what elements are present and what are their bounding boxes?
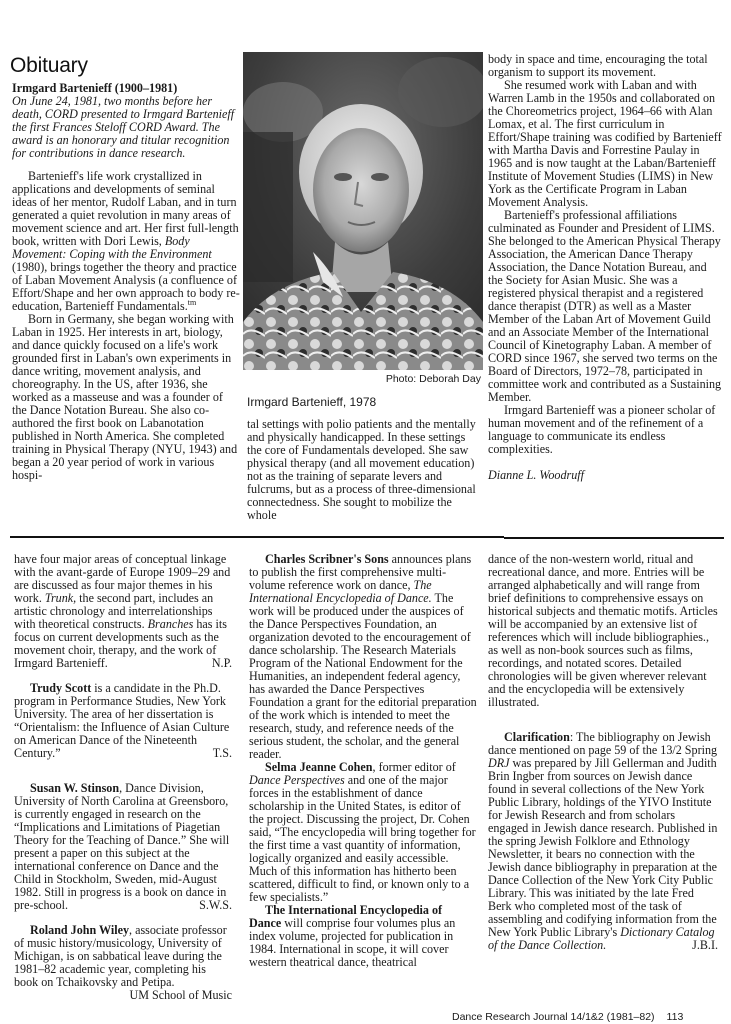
page-footer	[452, 1011, 683, 1023]
news-column-2	[249, 553, 477, 969]
obituary-paragraph: She resumed work with Laban and with Warren Lamb in the 1950s and collaborated on the Choreometrics project, 1964–66 with Alan Lomax, et al. The first curriculum in Effort/Shape training was codified by Bartenieff with Martha Davis and Forrestine Paulay in 1965 and is now taught at the Laban/Bartenieff Institute of Movement Studies (LIMS) in New York as the Certificate Program in Laban Movement Analysis.	[488, 78, 722, 209]
portrait-photo	[243, 52, 483, 370]
affiliation-signature: UM School of Music	[129, 988, 232, 1002]
news-column-3	[488, 553, 718, 952]
obituary-paragraph-continued: tal settings with polio patients and the mentally and physically handicapped. In these settings the core of Fundamentals developed. She saw physical therapy (and all movement education) not as the training of separate levers and fulcrums, but as a process of three-dimensional connectedness. She sought to mobilize the whole	[247, 417, 476, 522]
obituary-paragraph: Bartenieff's life work crystallized in applications and developments of seminal ideas of her mentor, Rudolf Laban, and in turn generated a quiet revolution in many areas of movement science and art. Her first full-length book, written with Dori Lewis, Body Movement: Coping with the Environment (1980), brings together the theory and practice of Laban Movement Analysis (a confluence of Effort/Shape and her own approach to body re-education, Bartenieff Fundamentals.$^{tm}$	[12, 169, 240, 313]
initials-signature: N.P.	[211, 656, 232, 670]
encyclopedia-title: The International Encyclopedia of Dance.	[249, 578, 432, 605]
news-item: Trudy Scott is a candidate in the Ph.D. program in Performance Studies, New York University. The area of her dissertation is “Orientalism: the Influence of Asian Culture on American Dance of the Nineteenth Century.” T.S.	[14, 681, 232, 760]
person-name: Trudy Scott	[30, 681, 92, 695]
person-name: Selma Jeanne Cohen	[265, 760, 373, 774]
person-name: Susan W. Stinson	[30, 781, 120, 795]
obituary-column-3	[488, 53, 724, 482]
photo-credit: Photo: Deborah Day	[385, 373, 481, 385]
book-title: Body Movement: Coping with the Environment	[12, 234, 212, 261]
initials-signature: S.W.S.	[199, 898, 232, 912]
obituary-paragraph: Bartenieff's professional affiliations culminated as Founder and President of LIMS. She belonged to the American Physical Therapy Association, the American Dance Therapy Association, the Dance Notation Bureau, and the Society for Asian Music. She was a registered physical therapist and a registered dance therapist (DTR) as well as a Master Member of the Laban Art of Movement Guild and an Associate Member of the International Council of Kinetography Laban. A member of CORD since 1967, she served two terms on the Board of Directors, 1972–78, participated in committee work and contributed as a Sustaining Member.	[488, 208, 722, 404]
person-name: Roland John Wiley	[30, 923, 130, 937]
obituary-heading: Irmgard Bartenieff (1900–1981)	[12, 81, 178, 95]
photo-caption: Irmgard Bartenieff, 1978	[247, 395, 377, 409]
trademark: tm	[187, 297, 197, 307]
obituary-column-2	[247, 418, 483, 522]
encyclopedia-name: The International Encyclopedia of Dance	[249, 903, 443, 930]
obituary-paragraph: Born in Germany, she began working with Laban in 1925. Her interests in art, biology, and dance quickly focused on a life's work grounded first in Laban's own experiments in dance writing, movement analysis, and choreography. In the US, after 1936, she worked as a masseuse and was a founder of the Dance Notation Bureau. She also co-authored the first book on Labanotation published in North America. She completed training in Physical Therapy (NYU, 1943) and began a 20 year period of work in various hospi-	[12, 312, 238, 482]
news-item: Charles Scribner's Sons announces plans to publish the first comprehensive multi-volume reference work on dance, The International Encyclopedia of Dance. The work will be produced under the auspices of the Dance Perspectives Foundation, an organization devoted to the encouragement of dance scholarship. The Research Materials Program of the National Endowment for the Humanities, an independent federal agency, has awarded the Dance Perspectives Foundation a grant for the editorial preparation of the work which is intended to meet the research, study, and reference needs of the serious student, the scholar, and the general reader.	[249, 552, 477, 761]
obituary-column-1	[12, 82, 240, 482]
obituary-paragraph: Irmgard Bartenieff was a pioneer scholar of human movement and of the refinement of a language to communicate its endless complexities.	[488, 403, 716, 456]
section-title: Obituary	[10, 54, 88, 77]
section-divider	[504, 537, 724, 539]
section-divider	[10, 536, 504, 538]
clarification: Clarification: The bibliography on Jewish dance mentioned on page 59 of the 13/2 Spring DRJ was prepared by Jill Gellerman and Judith Brin Ingber from sources on Jewish dance found in several collections of the New York Public Library, holdings of the YIVO Institute for Jewish Research and from scholars engaged in Jewish dance research. Published in the spring Jewish Folklore and Ethnology Newsletter, it bears no connection with the Jewish dance bibliography in preparation at the Dance Collection of the New York City Public Library. This was initiated by the late Fred Berk who completed most of the task of assembling and codifying information from the New York Public Library's Dictionary Catalog of the Dance Collection. J.B.I.	[488, 730, 718, 952]
obituary-paragraph-continued: body in space and time, encouraging the total organism to support its movement.	[488, 52, 708, 79]
publisher-name: Charles Scribner's Sons	[265, 552, 389, 566]
news-item-continued: dance of the non-western world, ritual and recreational dance, and more. Entries will be arranged alphabetically and will range from brief definitions to comprehensive essays on historical subjects and thematic motifs. Articles will be accompanied by an extensive list of references which will include bibliographies., as well as non-book sources such as films, recordings, and notated scores. Detailed chronologies will be given wherever relevant and the encyclopedia will be extensively illustrated.	[488, 552, 718, 709]
initials-signature: J.B.I.	[692, 938, 718, 952]
clarification-label: Clarification	[504, 730, 570, 744]
news-item: Roland John Wiley, associate professor of music history/musicology, University of Michigan, is on sabbatical leave during the 1981–82 academic year, completing his book on Tchaikovsky and Petipa. UM School of Music	[14, 923, 232, 1002]
news-item: Selma Jeanne Cohen, former editor of Dance Perspectives and one of the major forces in the establishment of dance scholarship in the United States, is editor of the project. Discussing the project, Dr. Cohen said, “The encyclopedia will bring together for the first time a vast quantity of information, logically organized and easily accessible. Much of this information has hitherto been scattered, difficult to find, or known only to a few specialists.”	[249, 760, 476, 904]
news-item: Susan W. Stinson, Dance Division, University of North Carolina at Greensboro, is currently engaged in research on the “Implications and Limitations of Piagetian Theory for the Teaching of Dance.” She will present a paper on this subject at the international conference on Dance and the Child in Stockholm, Sweden, mid-August 1982. Still in progress is a book on dance in pre-school. S.W.S.	[14, 781, 232, 912]
obituary-author: Dianne L. Woodruff	[488, 468, 584, 482]
news-item: The International Encyclopedia of Dance will comprise four volumes plus an index volume, projected for publication in 1984. International in scope, it will cover western theatrical dance, theatrical	[249, 903, 456, 969]
page-number: 113	[666, 1011, 684, 1023]
award-intro: On June 24, 1981, two months before her death, CORD presented to Irmgard Bartenieff the first Frances Steloff CORD Award. The award is an honorary and titular recognition for contributions in dance research.	[12, 94, 235, 160]
news-column-1	[14, 553, 232, 1002]
journal-citation: Dance Research Journal 14/1&2 (1981–82)	[452, 1011, 655, 1023]
portrait-image	[243, 52, 483, 370]
initials-signature: T.S.	[212, 746, 232, 760]
news-item: have four major areas of conceptual linkage with the avant-garde of Europe 1909–29 and are discussed as four major themes in his work. Trunk, the second part, includes an artistic chronology and interrelationships with theoretical constructs. Branches has its focus on current developments such as the movement choir, therapy, and the work of Irmgard Bartenieff. N.P.	[14, 552, 232, 670]
